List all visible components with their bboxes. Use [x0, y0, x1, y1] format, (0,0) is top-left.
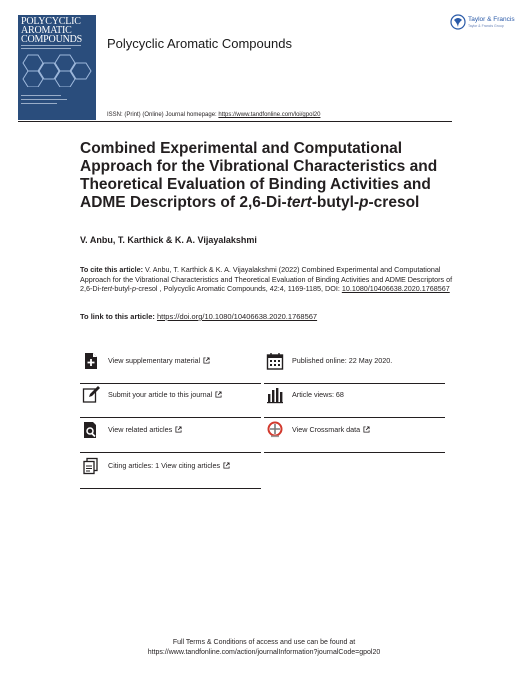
taylor-francis-logo-icon	[450, 14, 466, 30]
citation-block	[80, 265, 462, 294]
cover-fineprint	[21, 95, 61, 96]
external-link-icon	[215, 391, 222, 398]
journal-homepage-link[interactable]: https://www.tandfonline.com/loi/gpol20	[218, 112, 321, 118]
publisher-tagline: Taylor & Francis Group	[468, 24, 504, 28]
article-views: Article views: 68	[292, 390, 344, 399]
citation-text: -butyl-	[111, 284, 132, 294]
crossmark-button[interactable]	[264, 419, 445, 453]
cover-fineprint	[21, 48, 71, 49]
submit-article-button[interactable]	[80, 384, 261, 418]
external-link-icon	[175, 426, 182, 433]
supplementary-material-button[interactable]	[80, 350, 261, 384]
citation-text: -cresol , Polycyclic Aromatic Compounds, 42:4, 1169-1185, DOI:	[135, 284, 342, 294]
doi-link[interactable]: 10.1080/10406638.2020.1768567	[341, 284, 450, 294]
header-divider	[18, 121, 452, 122]
cover-fineprint	[21, 45, 81, 46]
external-link-icon	[363, 426, 370, 433]
crossmark-label: View Crossmark data	[292, 425, 361, 434]
cover-fineprint	[21, 99, 67, 100]
publisher-name: Taylor & Francis	[468, 16, 515, 23]
copy-documents-icon	[82, 457, 100, 475]
footer-terms-text: Full Terms & Conditions of access and use can be found at	[172, 639, 356, 646]
cover-hexagon-pattern	[18, 53, 96, 87]
document-search-icon	[82, 421, 100, 439]
citing-label: Citing articles: 1 View citing articles	[108, 461, 221, 470]
footer-terms-link[interactable]: https://www.tandfonline.com/action/journalInformation?journalCode=gpol20	[147, 649, 381, 656]
journal-name[interactable]: Polycyclic Aromatic Compounds	[107, 36, 292, 51]
article-link-url[interactable]: https://doi.org/10.1080/10406638.2020.1768567	[156, 312, 318, 321]
article-link-line	[80, 312, 317, 321]
cover-title-line: COMPOUNDS	[21, 34, 82, 45]
cover-fineprint	[21, 103, 57, 104]
edit-pencil-icon	[82, 386, 100, 404]
citation-label: To cite this article:	[80, 265, 143, 274]
taylor-francis-logo[interactable]	[450, 14, 515, 35]
external-link-icon	[203, 357, 210, 364]
calendar-icon	[266, 352, 284, 370]
issn-text: ISSN: (Print) (Online) Journal homepage:	[107, 112, 219, 118]
article-link-label: To link to this article:	[80, 312, 157, 321]
article-title	[80, 140, 460, 212]
citation-italic: p	[131, 284, 136, 294]
related-label: View related articles	[108, 425, 173, 434]
article-authors[interactable]: V. Anbu, T. Karthick & K. A. Vijayalakshmi	[80, 235, 257, 245]
article-title-text: Combined Experimental and Computational Approach for the Vibrational Characteristics and Theoretical Evaluation of Binding Activities and ADME Descriptors of 2,6-Di-	[80, 140, 438, 211]
cover-title	[21, 17, 82, 44]
submit-label: Submit your article to this journal	[108, 390, 213, 399]
published-date-cell	[264, 350, 445, 384]
external-link-icon	[223, 462, 230, 469]
related-articles-button[interactable]	[80, 419, 261, 453]
bar-chart-icon	[266, 386, 284, 404]
citing-articles-button[interactable]	[80, 455, 261, 489]
article-views-cell	[264, 384, 445, 418]
crossmark-icon	[266, 421, 284, 439]
footer-terms	[0, 638, 528, 658]
article-title-italic: tert	[286, 194, 312, 211]
article-title-text: -cresol	[368, 194, 420, 211]
journal-cover-image	[18, 15, 96, 120]
article-title-text: -butyl-	[311, 194, 360, 211]
cover-title-line: AROMATIC	[21, 25, 72, 36]
cover-title-line: POLYCYCLIC	[21, 16, 81, 27]
issn-line	[107, 112, 320, 118]
citation-italic: tert	[101, 284, 112, 294]
published-date: Published online: 22 May 2020.	[292, 356, 393, 365]
citation-text: V. Anbu, T. Karthick & K. A. Vijayalakshmi (2022) Combined Experimental and Computational Approach for the Vibrational Characteristics and Theoretical Evaluation of Binding Activities and ADME Descriptors of 2,6-Di-	[80, 265, 453, 294]
supplementary-label: View supplementary material	[108, 356, 201, 365]
article-title-italic: p	[359, 194, 369, 211]
file-plus-icon	[82, 352, 100, 370]
